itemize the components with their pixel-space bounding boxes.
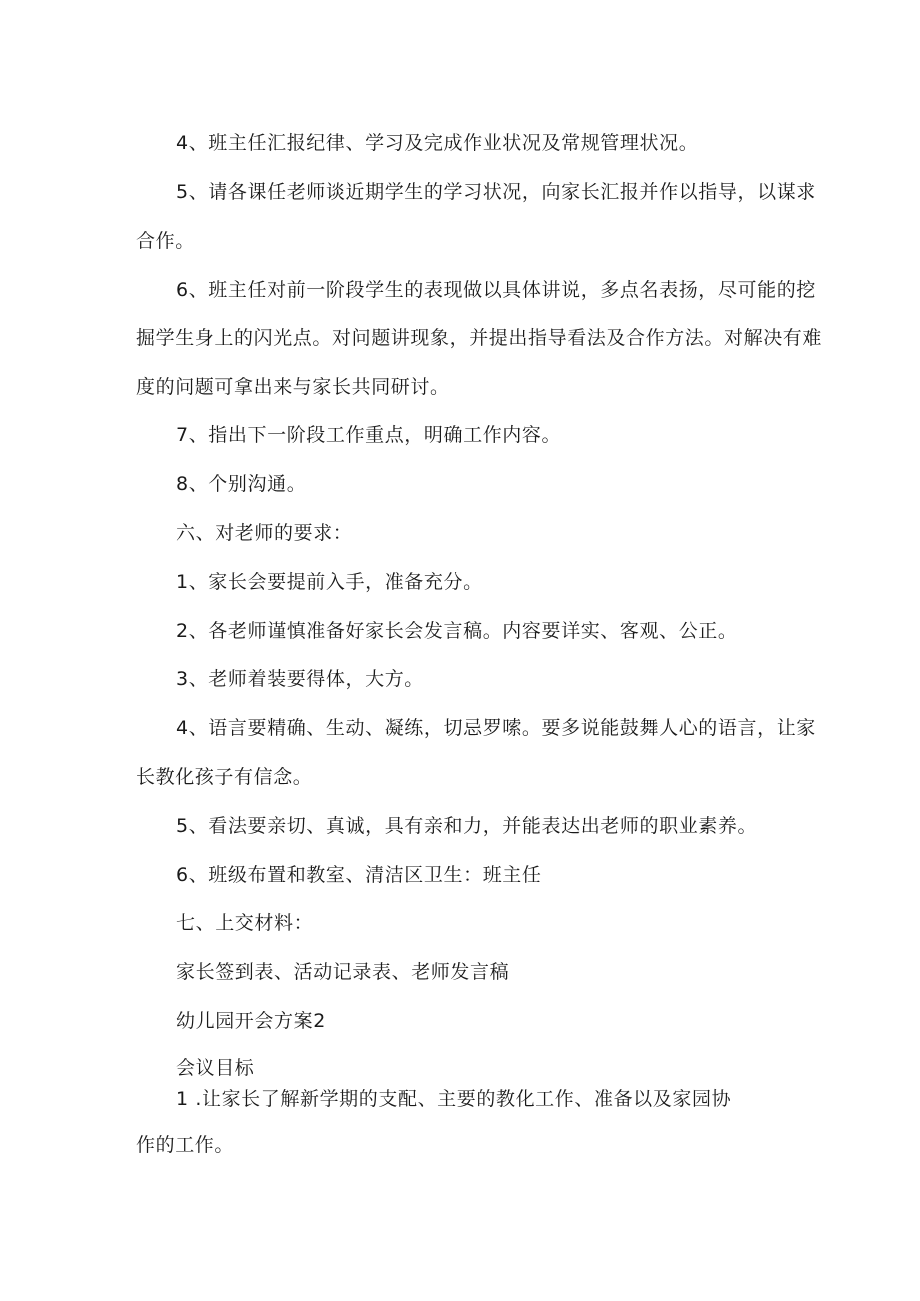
- paragraph-line: 1 .让家长了解新学期的支配、主要的教化工作、准备以及家园协: [176, 1088, 732, 1110]
- section-heading: 会议目标: [176, 1057, 255, 1079]
- paragraph-line: 长教化孩子有信念。: [136, 766, 313, 788]
- paragraph-line: 度的问题可拿出来与家长共同研讨。: [136, 376, 450, 398]
- paragraph-line: 6、班级布置和教室、清洁区卫生：班主任: [176, 864, 542, 886]
- paragraph-line: 6、班主任对前一阶段学生的表现做以具体讲说，多点名表扬，尽可能的挖: [176, 279, 816, 301]
- paragraph-line: 作的工作。: [136, 1134, 235, 1156]
- paragraph-line: 4、班主任汇报纪律、学习及完成作业状况及常规管理状况。: [176, 132, 699, 154]
- section-heading: 七、上交材料：: [176, 912, 314, 934]
- paragraph-line: 1、家长会要提前入手，准备充分。: [176, 571, 483, 593]
- section-heading: 六、对老师的要求：: [176, 522, 353, 544]
- paragraph-line: 5、看法要亲切、真诚，具有亲和力，并能表达出老师的职业素养。: [176, 815, 758, 837]
- paragraph-line: 7、指出下一阶段工作重点，明确工作内容。: [176, 424, 562, 446]
- paragraph-line: 掘学生身上的闪光点。对问题讲现象，并提出指导看法及合作方法。对解决有难: [136, 327, 823, 349]
- paragraph-line: 8、个别沟通。: [176, 473, 307, 495]
- document-title: 幼儿园开会方案2: [176, 1010, 326, 1032]
- paragraph-line: 5、请各课任老师谈近期学生的学习状况，向家长汇报并作以指导，以谋求: [176, 181, 816, 203]
- paragraph-line: 3、老师着装要得体，大方。: [176, 668, 424, 690]
- paragraph-line: 合作。: [136, 230, 195, 252]
- paragraph-line: 4、语言要精确、生动、凝练，切忌罗嗦。要多说能鼓舞人心的语言，让家: [176, 717, 816, 739]
- paragraph-line: 家长签到表、活动记录表、老师发言稿: [176, 961, 510, 983]
- paragraph-line: 2、各老师谨慎准备好家长会发言稿。内容要详实、客观、公正。: [176, 620, 738, 642]
